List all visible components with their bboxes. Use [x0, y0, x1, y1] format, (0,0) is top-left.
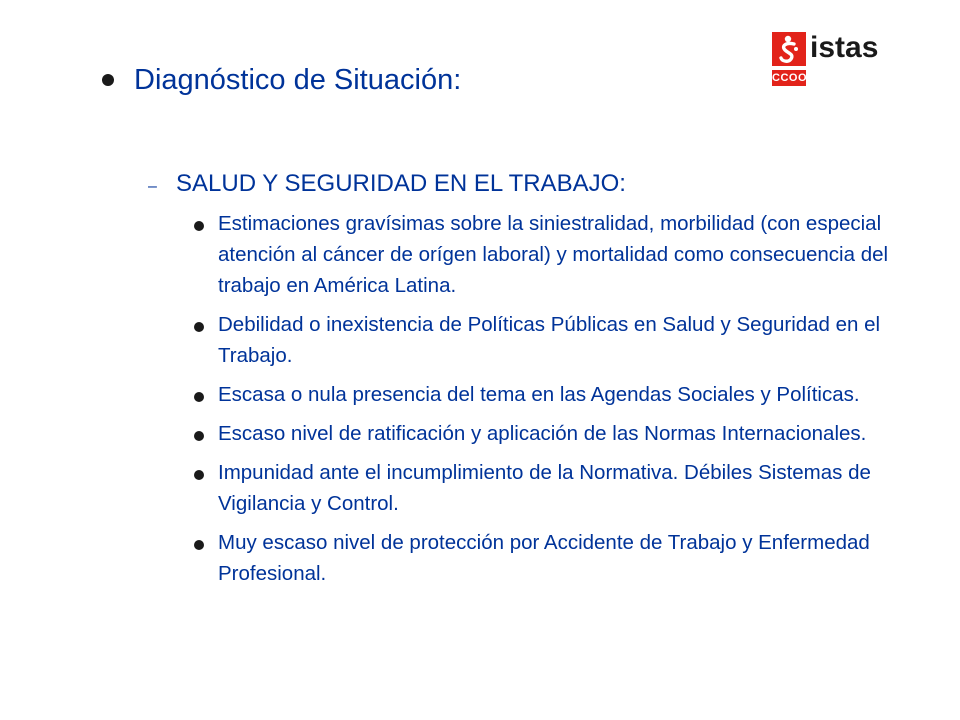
section-title: SALUD Y SEGURIDAD EN EL TRABAJO: [176, 170, 626, 197]
istas-logo-text: istas [810, 31, 879, 64]
list-item-text: Escaso nivel de ratificación y aplicación de las Normas Internacionales. [218, 422, 867, 445]
bullet-list [194, 208, 914, 597]
list-item-text: Debilidad o inexistencia de Políticas Públicas en Salud y Seguridad en el Trabajo. [218, 313, 881, 367]
list-item-text: Muy escaso nivel de protección por Accidente de Trabajo y Enfermedad Profesional. [218, 531, 870, 585]
section-heading [148, 166, 626, 202]
list-item-text: Estimaciones gravísimas sobre la siniestralidad, morbilidad (con especial atención al cáncer de orígen laboral) y mortalidad como consecuencia del trabajo en América Latina. [218, 212, 889, 297]
bullet-icon [194, 431, 204, 441]
list-item-text: Escasa o nula presencia del tema en las Agendas Sociales y Políticas. [218, 383, 860, 406]
list-item [194, 457, 914, 519]
page-title: Diagnóstico de Situación: [134, 64, 462, 96]
bullet-icon [194, 392, 204, 402]
list-item [194, 309, 914, 371]
istas-logo-mark-icon [772, 32, 806, 66]
bullet-icon [194, 221, 204, 231]
istas-logo [772, 30, 882, 88]
list-item [194, 208, 914, 301]
bullet-icon [194, 322, 204, 332]
bullet-icon [194, 470, 204, 480]
dash-bullet: – [148, 178, 157, 195]
bullet-icon [194, 540, 204, 550]
ccoo-logo-text: CCOO [772, 72, 807, 84]
list-item-text: Impunidad ante el incumplimiento de la Normativa. Débiles Sistemas de Vigilancia y Control. [218, 461, 871, 515]
bullet-icon [102, 74, 114, 86]
slide-heading [102, 58, 461, 102]
list-item [194, 527, 914, 589]
list-item [194, 418, 914, 449]
list-item [194, 379, 914, 410]
